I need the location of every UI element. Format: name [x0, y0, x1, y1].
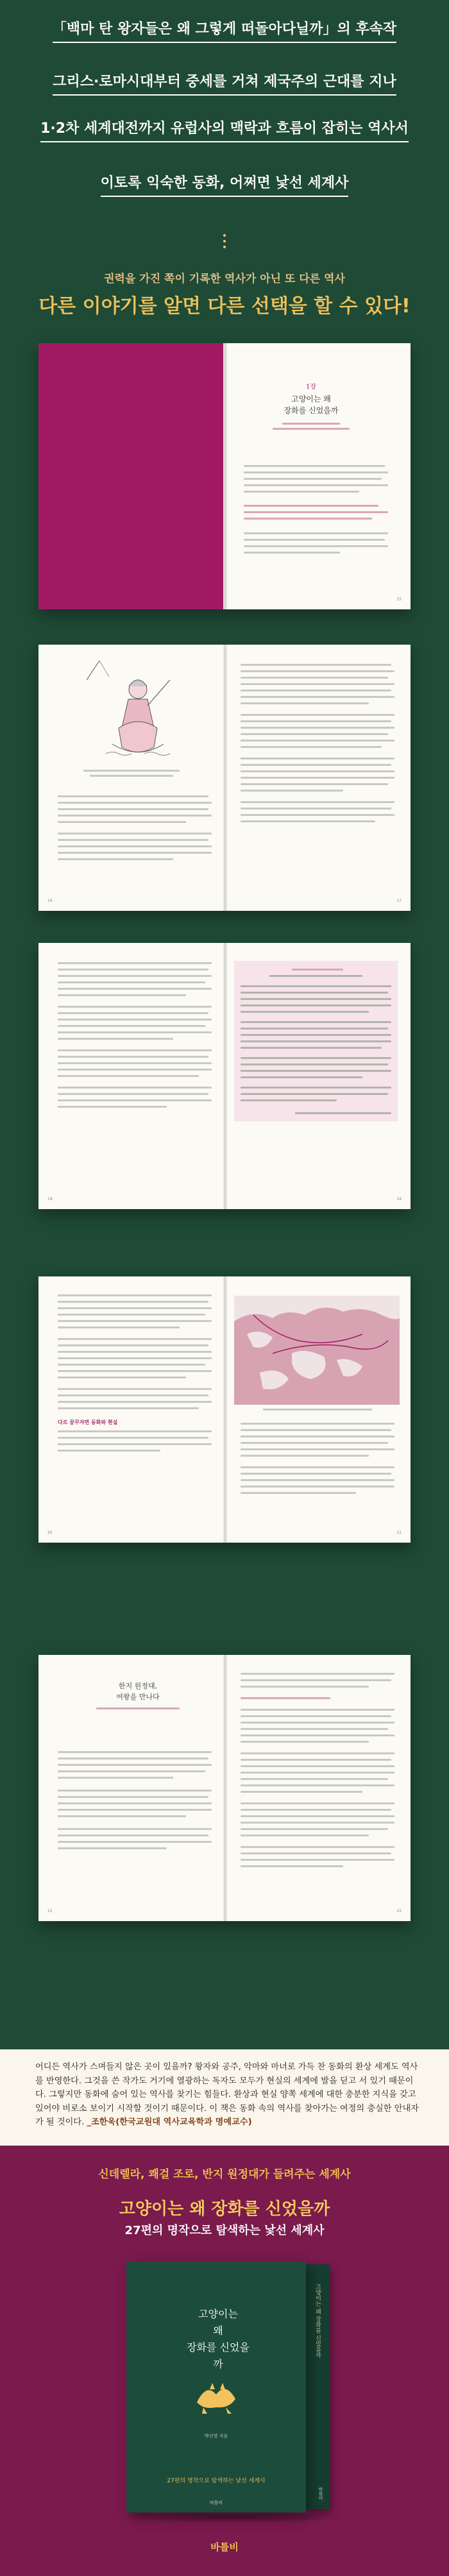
subheadline: 권력을 가진 쪽이 기록한 역사가 아닌 또 다른 역사 [104, 273, 345, 285]
section-tag: 다르 꿈꾸자면 동화와 현실 [58, 1419, 118, 1425]
book-publisher: 바틀비 [209, 2500, 223, 2505]
book-shadow [115, 2511, 346, 2523]
book-cover [126, 2261, 306, 2512]
review-byline: _조한욱(한국교원대 역사교육학과 명예교수) [87, 2117, 252, 2127]
book-spread-3: 18 19 [38, 943, 411, 1209]
book-author: 박신영 지음 [204, 2434, 228, 2439]
book-spread-2: 16 17 [38, 645, 411, 911]
book-cover-subtitle: 27편의 명작으로 탐색하는 낯선 세계사 [167, 2478, 266, 2484]
cover-tagline: 신데렐라, 쾌걸 조로, 반지 원정대가 들려주는 세계사 [98, 2168, 351, 2181]
review-blurb-section [0, 2049, 449, 2146]
review-blurb: 어디든 역사가 스며들지 않은 곳이 있을까? 왕자와 공주, 악마와 마녀로 가득 찬 동화의 환상 세계도 역사를 반영한다. 그것을 쓴 작가도 거기에 열광하는 독자도 모두가 현실의 세계에 발을 딛고 서 있기 때문이다. 그렇지만 동화에 숨어 있는 역사를 찾기는 힘들다. 환상과 현실 양쪽 세계에 대한 충분한 지식을 갖고 있어야 비로소 보이기 시작할 것이기 때문이다. 이 책은 동화 속의 역사를 찾아가는 여정의 충실한 안내자가 될 것이다. _조한욱(한국교원대 역사교육학과 명예교수) [35, 2062, 419, 2127]
book-spread-1: 1장 고양이는 왜 장화를 신었을까 15 [38, 343, 411, 609]
publisher-logo: 바틀비 [210, 2541, 239, 2553]
book-spine: 고양이는 왜 장화를 신었을까 바틀비 [306, 2264, 329, 2509]
chapter-color-page [38, 343, 223, 609]
divider-dots [222, 234, 227, 251]
headline: 다른 이야기를 알면 다른 선택을 할 수 있다! [38, 295, 411, 318]
header-line-3: 1·2차 세계대전까지 유럽사의 맥락과 흐름이 잡히는 역사서 [40, 117, 409, 142]
header-line-1: 「백마 탄 왕자들은 왜 그렇게 떠돌아다닐까」의 후속작 [53, 18, 396, 43]
cat-illustration [191, 2377, 242, 2415]
book-title: 고양이는 왜 장화를 신었을까 [187, 2308, 250, 2370]
europe-map [234, 1296, 400, 1405]
section-title: 한지 원정대, 여왕을 만나다 [116, 1682, 160, 1701]
cover-subheadline: 27편의 명작으로 탐색하는 낯선 세계사 [124, 2224, 325, 2237]
header-line-4: 이토록 익숙한 동화, 어쩌면 낯선 세계사 [101, 172, 349, 197]
header-section [0, 0, 449, 324]
header-line-2: 그리스·로마시대부터 중세를 거쳐 제국주의 근대를 지나 [53, 71, 396, 96]
book-spread-5: 한지 원정대, 여왕을 만나다 22 23 [38, 1655, 411, 1921]
fishing-illustration [74, 654, 189, 763]
chapter-title: 1장 고양이는 왜 장화를 신었을까 [284, 384, 339, 415]
book-spread-4: 다르 꿈꾸자면 동화와 현실 20 21 [38, 1276, 411, 1543]
cover-headline: 고양이는 왜 장화를 신었을까 [119, 2199, 330, 2219]
